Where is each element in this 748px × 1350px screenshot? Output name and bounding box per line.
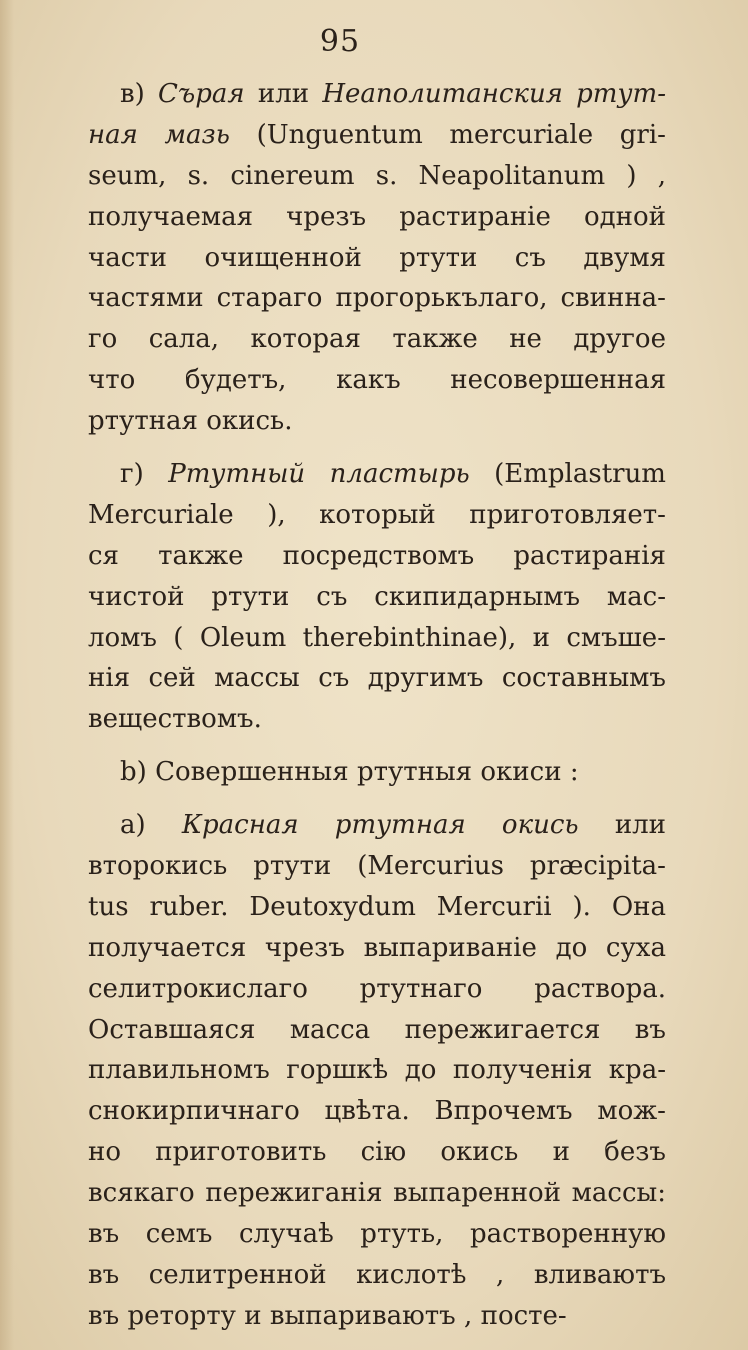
paragraph-gap	[88, 740, 666, 752]
word: нія	[88, 663, 131, 694]
word: Mercurii	[436, 891, 552, 922]
word: двумя	[583, 242, 666, 273]
word: массы:	[571, 1178, 666, 1209]
word: Deutoxydum	[249, 891, 416, 922]
text-line	[88, 752, 666, 793]
word: частями	[88, 283, 204, 314]
word: растиранія	[513, 540, 666, 571]
word: въ	[88, 1259, 120, 1290]
word: прогорькълаго,	[335, 283, 548, 314]
text-line	[88, 401, 666, 442]
word: a)	[120, 810, 146, 841]
word: (Unguentum	[256, 119, 423, 150]
word: ся	[88, 540, 119, 571]
word: ртутная	[88, 406, 198, 437]
word: второкись	[88, 851, 228, 882]
word: ,	[464, 1300, 473, 1331]
word: мас-	[606, 581, 666, 612]
word: до	[555, 932, 588, 963]
word: Она	[611, 891, 666, 922]
word: пережиганія	[205, 1178, 383, 1209]
word: (Emplastrum	[494, 459, 666, 490]
word: cinereum	[230, 160, 355, 191]
word: семъ	[145, 1219, 213, 1250]
word: смъше-	[566, 622, 666, 653]
word: стараго	[216, 283, 323, 314]
italic-word: Сърая	[158, 79, 245, 109]
italic-word: окись	[501, 810, 579, 841]
word: ).	[572, 891, 591, 922]
word: или	[257, 79, 310, 109]
text-line	[88, 115, 666, 156]
word: и	[532, 622, 550, 653]
word: seum,	[88, 160, 167, 191]
italic-word: Неаполитанския	[322, 79, 563, 109]
word: горшкѣ	[286, 1055, 389, 1086]
italic-word: ртут-	[576, 79, 666, 109]
word: ,	[657, 160, 666, 191]
text-line	[88, 928, 666, 969]
word: tus	[88, 891, 129, 922]
word: Впрочемъ	[434, 1096, 573, 1127]
word: всякаго	[88, 1178, 195, 1209]
word: съ	[318, 663, 350, 694]
word: свинна-	[560, 283, 666, 314]
word: масса	[289, 1014, 371, 1045]
text-line	[88, 1132, 666, 1173]
word: окись	[440, 1137, 519, 1168]
word: и	[552, 1137, 570, 1168]
word: кра-	[608, 1055, 666, 1086]
word: чистой	[88, 581, 185, 612]
text-line	[88, 156, 666, 197]
word: посредствомъ	[282, 540, 475, 571]
word: gri-	[619, 119, 666, 150]
word: раствора.	[534, 973, 666, 1004]
word: в)	[120, 79, 145, 109]
text-line	[88, 658, 666, 699]
word: посте-	[480, 1300, 567, 1331]
word: ,	[496, 1259, 505, 1290]
word: сала,	[148, 324, 220, 355]
word: ртути	[399, 242, 478, 273]
word: чрезъ	[264, 932, 345, 963]
text-line	[88, 699, 666, 740]
word: Oleum	[199, 622, 287, 653]
word: ломъ	[88, 622, 157, 653]
word: præcipita-	[529, 851, 666, 882]
word: s.	[187, 160, 210, 191]
text-line	[88, 1214, 666, 1255]
word: растираніе	[399, 201, 551, 232]
text-line	[88, 319, 666, 360]
page-edge-shadow	[0, 0, 14, 1350]
word: ртути	[253, 851, 332, 882]
italic-word: пластырь	[329, 459, 470, 490]
word: въ	[634, 1014, 666, 1045]
word: съ	[514, 242, 546, 273]
word: скипидарнымъ	[374, 581, 581, 612]
paragraph-gap	[88, 442, 666, 454]
word: ртуть,	[360, 1219, 444, 1250]
word: части	[88, 242, 167, 273]
word: Mercuriale	[88, 499, 234, 530]
word: селитрокислаго	[88, 973, 308, 1004]
word: b)	[120, 757, 147, 788]
word: приготовить	[155, 1137, 327, 1168]
word: Совершенныя	[155, 757, 349, 788]
italic-word: Красная	[181, 810, 299, 841]
word: )	[626, 160, 637, 191]
word: получаемая	[88, 201, 254, 232]
word: въ	[88, 1219, 120, 1250]
paragraph-gap	[88, 793, 666, 805]
word: цвѣта.	[324, 1096, 410, 1127]
word: случаѣ	[239, 1219, 334, 1250]
word: другое	[573, 324, 666, 355]
word: съ	[316, 581, 348, 612]
word: mercuriale	[449, 119, 594, 150]
italic-word: ная	[88, 119, 138, 150]
word: плавильномъ	[88, 1055, 270, 1086]
text-line	[88, 360, 666, 401]
word: будетъ,	[184, 365, 287, 396]
word: выпаренной	[393, 1178, 561, 1209]
word: ртути	[211, 581, 290, 612]
word: ртутнаго	[359, 973, 483, 1004]
word: который	[319, 499, 436, 530]
page-text	[88, 74, 666, 1337]
word: выпариваютъ	[269, 1300, 456, 1331]
word: выпариваніе	[363, 932, 537, 963]
word: также	[392, 324, 478, 355]
word: несовершенная	[450, 365, 666, 396]
word: очищенной	[204, 242, 362, 273]
word: ),	[267, 499, 286, 530]
word: одной	[584, 201, 666, 232]
text-line	[88, 495, 666, 536]
text-line	[88, 454, 666, 495]
word: снокирпичнаго	[88, 1096, 300, 1127]
word: что	[88, 365, 136, 396]
word: пережигается	[404, 1014, 601, 1045]
word: therebinthinae),	[302, 622, 517, 653]
word: кислотѣ	[356, 1259, 467, 1290]
text-line	[88, 577, 666, 618]
text-line	[88, 238, 666, 279]
word: (	[173, 622, 184, 653]
text-line	[88, 1296, 666, 1337]
word: реторту	[127, 1300, 236, 1331]
word: растворенную	[469, 1219, 666, 1250]
word: окись.	[206, 406, 293, 437]
text-line	[88, 278, 666, 319]
italic-word: мазь	[164, 119, 230, 150]
word: приготовляет-	[469, 499, 666, 530]
text-line	[88, 846, 666, 887]
word: не	[509, 324, 542, 355]
word: окиси	[480, 757, 562, 788]
word: s.	[375, 160, 398, 191]
word: также	[158, 540, 244, 571]
word: суха	[605, 932, 666, 963]
word: Оставшаяся	[88, 1014, 256, 1045]
word: но	[88, 1137, 121, 1168]
word: селитренной	[148, 1259, 327, 1290]
word: составнымъ	[501, 663, 666, 694]
word: въ	[88, 1300, 120, 1331]
text-line	[88, 1173, 666, 1214]
word: сей	[148, 663, 196, 694]
text-line	[88, 1255, 666, 1296]
word: или	[614, 810, 666, 841]
text-line	[88, 1050, 666, 1091]
word: мож-	[597, 1096, 666, 1127]
word: :	[569, 757, 579, 788]
text-line	[88, 887, 666, 928]
text-line	[88, 1091, 666, 1132]
word: другимъ	[367, 663, 484, 694]
text-line	[88, 805, 666, 846]
word: безъ	[604, 1137, 666, 1168]
text-line	[88, 536, 666, 577]
word: массы	[214, 663, 300, 694]
text-line	[88, 618, 666, 659]
text-line	[88, 197, 666, 238]
word: до	[404, 1055, 437, 1086]
word: какъ	[336, 365, 401, 396]
word: вливаютъ	[533, 1259, 666, 1290]
page-number: 95	[319, 24, 361, 59]
text-line	[88, 969, 666, 1010]
word: и	[244, 1300, 262, 1331]
word: го	[88, 324, 118, 355]
word: г)	[120, 459, 144, 490]
word: Neapolitanum	[418, 160, 606, 191]
text-line	[88, 74, 666, 115]
word: получается	[88, 932, 247, 963]
word: (Mercurius	[357, 851, 504, 882]
word: ртутныя	[356, 757, 473, 788]
word: веществомъ.	[88, 704, 262, 735]
word: полученія	[452, 1055, 593, 1086]
text-line	[88, 1010, 666, 1051]
word: которая	[250, 324, 361, 355]
italic-word: ртутная	[334, 810, 466, 841]
word: ruber.	[149, 891, 229, 922]
italic-word: Ртутный	[168, 459, 306, 490]
word: сію	[360, 1137, 407, 1168]
word: чрезъ	[286, 201, 367, 232]
